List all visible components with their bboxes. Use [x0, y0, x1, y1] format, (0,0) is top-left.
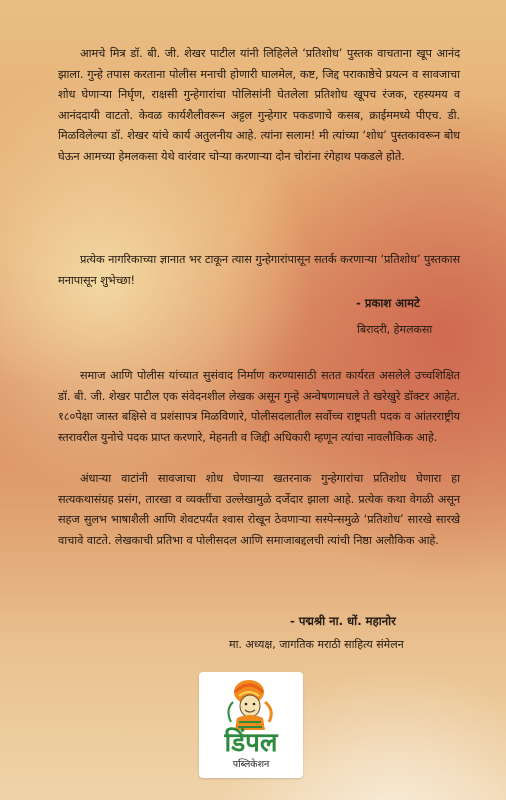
review-2-paragraph-1: समाज आणि पोलीस यांच्यात सुसंवाद निर्माण करण्यासाठी सतत कार्यरत असलेले उच्चशिक्षित डॉ. बी. जी. शेखर पाटील एक संवेदनशील लेखक असून गुन्हे अन्वेषणामधले ते खरेखुरे डॉक्टर आहेत. १८०पेक्षा जास्त बक्षिसे व प्रशंसापत्र मिळविणारे, पोलीसदलातील सर्वोच्च राष्ट्रपती पदक व आंतरराष्ट्रीय स्तरावरील युनोचे पदक प्राप्त करणारे, मेहनती व जिद्दी अधिकारी म्हणून त्यांचा नावलौकिक आहे. — [58, 369, 460, 444]
review-2-paragraph-2: अंधाऱ्या वाटांनी सावजाचा शोध घेणाऱ्या खतरनाक गुन्हेगारांचा प्रतिशोध घेणारा हा सत्यकथासंग्रह प्रसंग, तारखा व व्यक्तींचा उल्लेखामुळे दर्जेदार झाला आहे. प्रत्येक कथा वेगळी असून सहज सुलभ भाषाशैली आणि शेवटपर्यंत श्वास रोखून ठेवणाऱ्या सस्पेन्समुळे ‘प्रतिशोध’ सारखे सारखे वाचावे वाटते. लेखकाची प्रतिभा व पोलीसदल आणि समाजाबद्दलची त्यांची निष्ठा अलौकिक आहे. — [58, 472, 460, 547]
publisher-logo — [199, 672, 303, 778]
publisher-name: डिंपल — [224, 728, 278, 758]
publisher-mascot-icon — [199, 672, 303, 732]
review-2-signature-name: - पद्मश्री ना. धों. महानोर — [290, 614, 396, 628]
review-1-signature-name: - प्रकाश आमटे — [356, 296, 420, 310]
review-1-paragraph-1: आमचे मित्र डॉ. बी. जी. शेखर पाटील यांनी लिहिलेले ‘प्रतिशोध’ पुस्तक वाचताना खूप आनंद झाला. गुन्हे तपास करताना पोलीस मनाची होणारी घालमेल, कष्ट, जिद्द पराकाष्ठेचे प्रयत्न व सावजाचा शोध घेणाऱ्या निर्घृण, राक्षसी गुन्हेगारांचा पोलिसांनी घेतलेला प्रतिशोध खूपच रंजक, रहस्यमय व आनंददायी वाटतो. केवळ कार्यशैलीवरून अट्टल गुन्हेगार पकडणाचे कसब, क्राईममध्ये पीएच. डी. मिळविलेल्या डॉ. शेखर यांचे कार्य अतुलनीय आहे. त्यांना सलाम! मी त्यांच्या ‘शोध’ पुस्तकावरून बोध घेऊन आमच्या हेमलकसा येथे वारंवार चोऱ्या करणाऱ्या दोन चोरांना रंगेहाथ पकडले होते. — [58, 47, 460, 163]
review-1-paragraph-2: प्रत्येक नागरिकाच्या ज्ञानात भर टाकून त्यास गुन्हेगारांपासून सतर्क करणाऱ्या ‘प्रतिशोध’ पुस्तकास मनापासून शुभेच्छा! — [58, 253, 460, 287]
review-2-signature-place: मा. अध्यक्ष, जागतिक मराठी साहित्य संमेलन — [229, 638, 404, 651]
publisher-subtitle: पब्लिकेशन — [232, 759, 270, 770]
review-1-signature-place: बिरादरी, हेमलकसा — [357, 323, 433, 336]
